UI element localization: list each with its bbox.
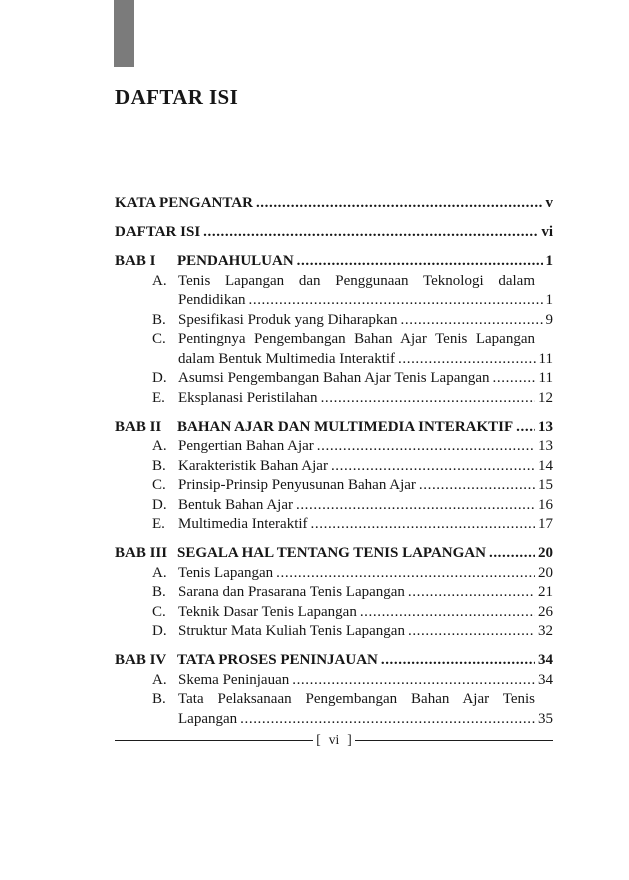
toc-item — [115, 437, 553, 457]
dot-leader — [317, 437, 535, 457]
page-number: 13 — [538, 438, 553, 454]
page-number: 14 — [538, 457, 553, 474]
page-title: DAFTAR ISI — [115, 85, 239, 109]
dot-leader — [489, 544, 535, 564]
item-lines — [178, 330, 553, 369]
footer-rule-right — [355, 740, 553, 741]
item-letter: C. — [152, 331, 166, 347]
toc-item — [115, 622, 553, 642]
page-number: 34 — [538, 671, 553, 688]
item-letter: D. — [152, 623, 167, 639]
item-lines — [178, 457, 553, 477]
corner-accent-bar — [114, 0, 134, 67]
item-letter: A. — [152, 272, 167, 289]
page-number: 16 — [538, 496, 553, 513]
toc-line — [178, 710, 553, 730]
entry-title: PENDAHULUAN — [177, 253, 294, 269]
item-letter: B. — [152, 311, 166, 328]
toc-front-entry — [115, 223, 553, 243]
item-lines — [178, 671, 553, 691]
toc-line — [178, 311, 553, 331]
item-lines — [178, 583, 553, 603]
dot-leader — [276, 564, 535, 584]
dot-leader — [419, 476, 535, 496]
toc-line — [177, 544, 553, 564]
item-letter: D. — [152, 370, 167, 386]
footer-rule-left — [115, 740, 313, 741]
page-number: 11 — [538, 350, 553, 367]
chapter-label: BAB I — [115, 253, 156, 269]
dot-leader — [408, 622, 535, 642]
toc-line — [178, 603, 553, 623]
item-text: Struktur Mata Kuliah Tenis Lapangan — [178, 623, 405, 639]
toc-item — [115, 564, 553, 584]
entry-title: DAFTAR ISI — [115, 224, 201, 240]
page-number: vi — [541, 224, 553, 240]
toc-item — [115, 496, 553, 516]
item-letter: D. — [152, 496, 167, 513]
toc-line — [178, 622, 553, 642]
toc-heading-row — [115, 544, 553, 564]
dot-leader — [249, 291, 543, 311]
item-text: Karakteristik Bahan Ajar — [178, 457, 328, 474]
toc-item — [115, 330, 553, 369]
item-text: Multimedia Interaktif — [178, 516, 308, 532]
toc-item — [115, 272, 553, 311]
page-number: 1 — [545, 292, 553, 308]
page-footer — [115, 732, 553, 748]
page-number: v — [545, 195, 553, 211]
item-lines — [178, 389, 553, 409]
page-number: 11 — [538, 370, 553, 386]
item-text: Lapangan — [178, 710, 238, 727]
toc-heading-row — [115, 223, 553, 243]
dot-leader — [321, 389, 535, 409]
page-number: 1 — [545, 253, 553, 269]
item-letter: C. — [152, 603, 166, 620]
item-text: Sarana dan Prasarana Tenis Lapangan — [178, 584, 405, 600]
footer-right-bracket: ] — [347, 732, 352, 747]
toc-line — [178, 369, 553, 389]
toc-line — [178, 583, 553, 603]
toc-line — [115, 194, 553, 214]
page-number: 35 — [538, 710, 553, 727]
dot-leader — [401, 311, 543, 331]
toc-item — [115, 583, 553, 603]
toc-line — [178, 350, 553, 370]
toc-line — [115, 223, 553, 243]
item-text: Bentuk Bahan Ajar — [178, 496, 293, 513]
item-letter: A. — [152, 671, 167, 688]
toc-chapter — [115, 544, 553, 642]
chapter-label: BAB III — [115, 545, 168, 561]
dot-leader — [297, 252, 543, 272]
toc-item — [115, 389, 553, 409]
toc-line — [178, 515, 553, 535]
item-text: Tenis Lapangan — [178, 564, 274, 581]
dot-leader — [203, 223, 538, 243]
toc-item — [115, 369, 553, 389]
dot-leader — [240, 710, 535, 730]
page-number: 9 — [545, 311, 553, 328]
footer-page-number: vi — [328, 732, 340, 747]
page-number: 32 — [538, 623, 553, 639]
item-text: Prinsip-Prinsip Penyusunan Bahan Ajar — [178, 477, 416, 493]
toc-line — [178, 457, 553, 477]
dot-leader — [311, 515, 535, 535]
page-number: 17 — [538, 516, 553, 532]
item-lines — [178, 622, 553, 642]
dot-leader — [408, 583, 535, 603]
dot-leader — [360, 603, 535, 623]
toc-item — [115, 311, 553, 331]
page-number: 34 — [538, 652, 553, 668]
toc-line — [178, 671, 553, 691]
page-number: 15 — [538, 477, 553, 493]
toc-heading-row — [115, 651, 553, 671]
item-text-line: Pentingnya Pengembangan Bahan Ajar Tenis Lapangan — [178, 331, 535, 347]
toc-line — [178, 564, 553, 584]
item-lines — [178, 603, 553, 623]
item-text: Spesifikasi Produk yang Diharapkan — [178, 311, 398, 328]
toc-item — [115, 603, 553, 623]
chapter-label: BAB II — [115, 418, 162, 435]
page-number: 20 — [538, 545, 553, 561]
toc-line — [178, 496, 553, 516]
item-lines — [178, 496, 553, 516]
entry-title: TATA PROSES PENINJAUAN — [177, 652, 378, 668]
toc-chapter — [115, 418, 553, 535]
entry-title: SEGALA HAL TENTANG TENIS LAPANGAN — [177, 545, 486, 561]
item-lines — [178, 690, 553, 729]
item-text-line: Tenis Lapangan dan Penggunaan Teknologi dalam — [178, 272, 535, 289]
item-lines — [178, 515, 553, 535]
item-text: Teknik Dasar Tenis Lapangan — [178, 603, 357, 620]
toc-line — [177, 651, 553, 671]
footer-left-bracket: [ — [316, 732, 321, 747]
toc-line — [177, 252, 553, 272]
item-lines — [178, 476, 553, 496]
toc-item — [115, 515, 553, 535]
item-text: Asumsi Pengembangan Bahan Ajar Tenis Lapangan — [178, 370, 490, 386]
item-letter: E. — [152, 389, 165, 406]
toc-line — [178, 291, 553, 311]
page-number: 20 — [538, 564, 553, 581]
item-letter: B. — [152, 691, 166, 707]
toc-line — [178, 389, 553, 409]
toc-heading-row — [115, 252, 553, 272]
toc-line — [178, 476, 553, 496]
item-letter: E. — [152, 516, 165, 532]
toc-front-entry — [115, 194, 553, 214]
toc-item — [115, 457, 553, 477]
dot-leader — [296, 496, 535, 516]
page-number: 26 — [538, 603, 553, 620]
toc-item — [115, 690, 553, 729]
dot-leader — [398, 350, 536, 370]
page-number: 12 — [538, 389, 553, 406]
dot-leader — [381, 651, 535, 671]
toc-item — [115, 476, 553, 496]
item-lines — [178, 311, 553, 331]
dot-leader — [256, 194, 543, 214]
entry-title: BAHAN AJAR DAN MULTIMEDIA INTERAKTIF — [177, 418, 514, 435]
table-of-contents — [115, 194, 553, 729]
toc-chapter — [115, 252, 553, 408]
item-lines — [178, 564, 553, 584]
toc-heading-row — [115, 194, 553, 214]
item-text: Skema Peninjauan — [178, 671, 290, 688]
toc-line — [177, 418, 553, 438]
item-letter: A. — [152, 438, 167, 454]
item-letter: A. — [152, 564, 167, 581]
toc-item — [115, 671, 553, 691]
dot-leader — [493, 369, 536, 389]
item-letter: B. — [152, 584, 166, 600]
item-text: Eksplanasi Peristilahan — [178, 389, 318, 406]
chapter-label: BAB IV — [115, 652, 167, 668]
page-number: 21 — [538, 584, 553, 600]
item-letter: C. — [152, 477, 166, 493]
entry-title: KATA PENGANTAR — [115, 195, 253, 211]
dot-leader — [292, 671, 535, 691]
page-number: 13 — [538, 418, 553, 435]
item-text-line: Tata Pelaksanaan Pengembangan Bahan Ajar Tenis — [178, 691, 535, 707]
toc-heading-row — [115, 418, 553, 438]
item-text: Pendidikan — [178, 292, 246, 308]
dot-leader — [331, 457, 535, 477]
toc-chapter — [115, 651, 553, 729]
item-lines — [178, 437, 553, 457]
item-text: Pengertian Bahan Ajar — [178, 438, 314, 454]
dot-leader — [516, 418, 535, 438]
item-lines — [178, 272, 553, 311]
item-text: dalam Bentuk Multimedia Interaktif — [178, 350, 396, 367]
toc-line — [178, 437, 553, 457]
item-letter: B. — [152, 457, 166, 474]
item-lines — [178, 369, 553, 389]
